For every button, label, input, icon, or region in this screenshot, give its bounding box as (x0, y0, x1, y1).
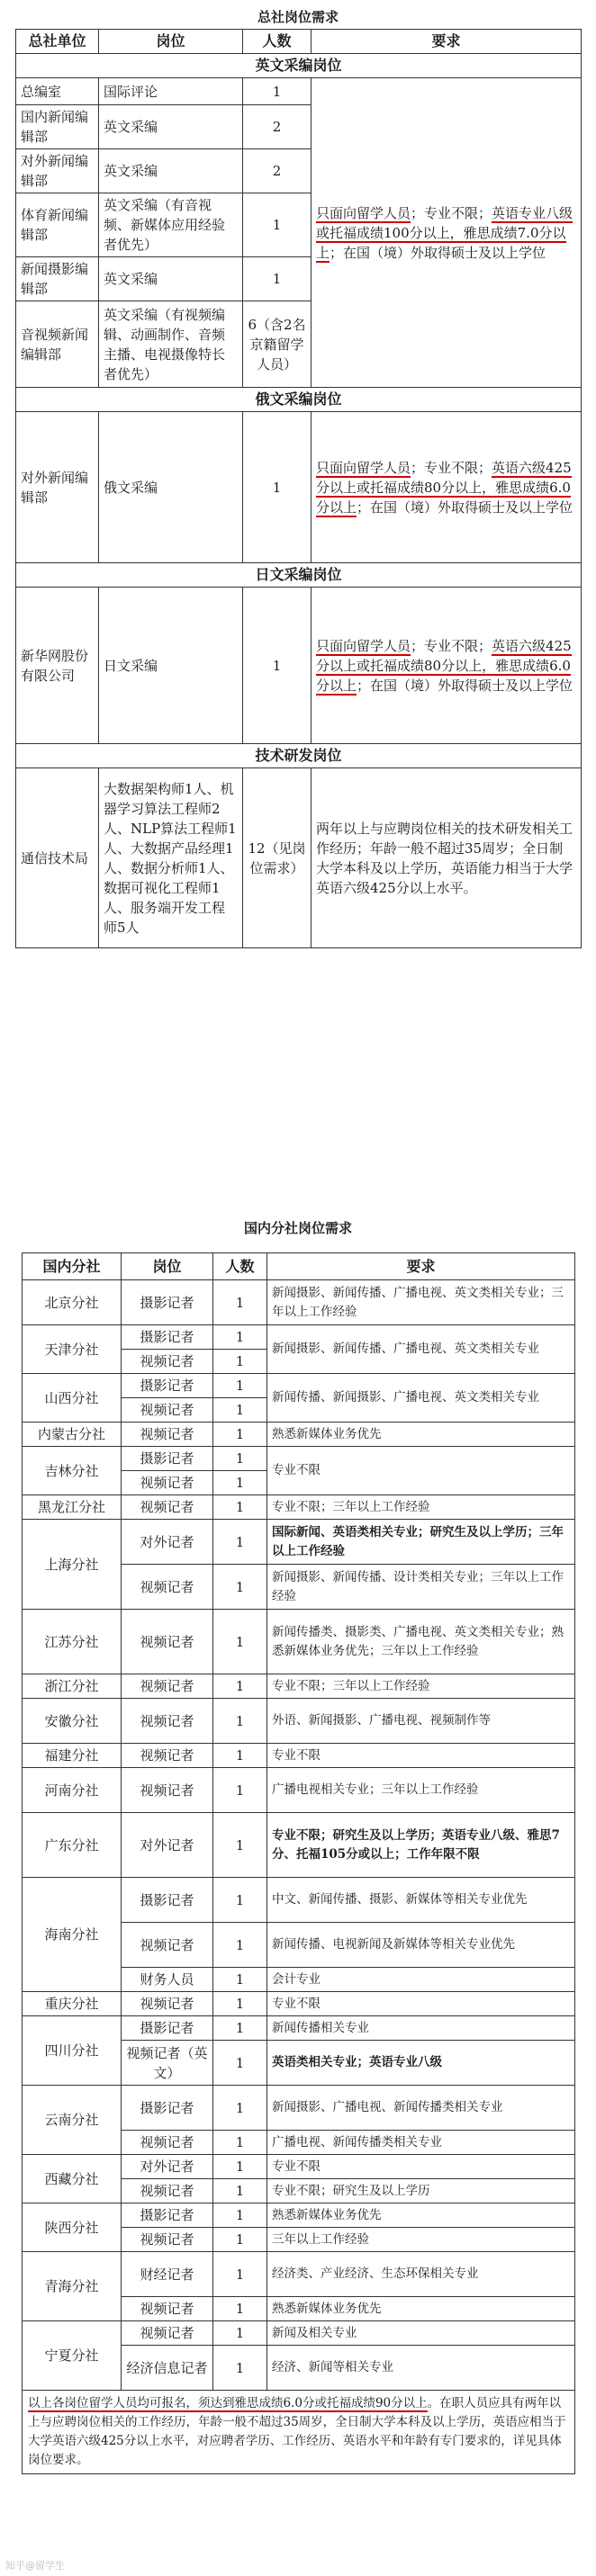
table-row (23, 1744, 575, 1768)
branch-cell: 重庆分社 (23, 1992, 122, 2016)
requirement-cell: 新闻传播、新闻摄影、广播电视、英文类相关专业 (267, 1374, 575, 1423)
unit-cell: 新闻摄影编辑部 (16, 257, 99, 301)
unit-cell: 音视频新闻编辑部 (16, 301, 99, 388)
footer-score-requirement: 以上各岗位留学人员均可报名，须达到雅思成绩6.0分或托福成绩90分以上 (28, 2396, 428, 2410)
count-cell: 1 (213, 2297, 267, 2321)
position-cell: 摄影记者 (122, 1325, 213, 1350)
requirement-cell: 国际新闻、英语类相关专业；研究生及以上学历；三年以上工作经验 (267, 1520, 575, 1565)
position-cell: 视频记者 (122, 1699, 213, 1744)
branch-cell: 广东分社 (23, 1813, 122, 1878)
hq-header-position: 岗位 (99, 30, 243, 54)
table-row (23, 1878, 575, 1923)
branch-cell: 上海分社 (23, 1520, 122, 1610)
branch-cell: 山西分社 (23, 1374, 122, 1423)
position-cell: 摄影记者 (122, 1280, 213, 1325)
count-cell: 1 (243, 193, 312, 257)
position-cell: 摄影记者 (122, 1374, 213, 1398)
count-cell: 1 (213, 1447, 267, 1471)
unit-cell: 新华网股份有限公司 (16, 588, 99, 744)
unit-cell: 通信技术局 (16, 768, 99, 948)
requirement-cell: 英语类相关专业；英语专业八级 (267, 2041, 575, 2086)
band-row (16, 744, 582, 768)
req-overseas-only: 只面向留学人员 (316, 459, 411, 476)
table-row (23, 1992, 575, 2016)
requirement-cell: 新闻摄影、新闻传播、广播电视、英文类相关专业 (267, 1325, 575, 1374)
position-cell: 对外记者 (122, 1813, 213, 1878)
requirement-cell: 专业不限 (267, 1447, 575, 1495)
position-cell: 日文采编 (99, 588, 243, 744)
position-cell: 摄影记者 (122, 2016, 213, 2041)
table-row (23, 1447, 575, 1471)
requirement-cell: 新闻传播相关专业 (267, 2016, 575, 2041)
position-cell: 英文采编 (99, 257, 243, 301)
table-row (23, 1374, 575, 1398)
unit-cell: 对外新闻编辑部 (16, 149, 99, 193)
position-cell: 视频记者 (122, 1423, 213, 1447)
table-row (23, 1813, 575, 1878)
requirement-cell: 新闻及相关专业 (267, 2321, 575, 2346)
requirement-cell: 专业不限 (267, 1992, 575, 2016)
position-cell: 对外记者 (122, 2155, 213, 2179)
position-cell: 视频记者 (122, 2228, 213, 2252)
count-cell: 1 (213, 1374, 267, 1398)
branch-cell: 四川分社 (23, 2016, 122, 2086)
count-cell: 12（见岗位需求） (243, 768, 312, 948)
branch-table (22, 1252, 575, 2474)
requirement-cell: 新闻摄影、新闻传播、设计类相关专业；三年以上工作经验 (267, 1565, 575, 1610)
position-cell: 财经记者 (122, 2252, 213, 2297)
count-cell: 1 (213, 1968, 267, 1992)
position-cell: 视频记者 (122, 1565, 213, 1610)
table-row (23, 2016, 575, 2041)
position-cell: 视频记者 (122, 1923, 213, 1968)
table-row (23, 1610, 575, 1674)
position-cell: 俄文采编 (99, 412, 243, 563)
table-row (16, 78, 582, 105)
req-degree: ；在国（境）外取得硕士及以上学位 (357, 498, 573, 516)
count-cell: 1 (243, 588, 312, 744)
branch-cell: 安徽分社 (23, 1699, 122, 1744)
table-row (23, 2252, 575, 2297)
branch-cell: 浙江分社 (23, 1674, 122, 1699)
req-language-score: 英语六级425分以上或托福成绩80分以上，雅思成绩6.0分以上 (316, 459, 572, 516)
count-cell: 1 (213, 2016, 267, 2041)
branch-section-title: 国内分社岗位需求 (243, 1220, 352, 1236)
position-cell: 英文采编（有视频编辑、动画制作、音频主播、电视摄像特长者优先） (99, 301, 243, 388)
position-cell: 视频记者 (122, 1768, 213, 1813)
japanese-requirement-cell (312, 588, 582, 744)
count-cell: 1 (213, 1674, 267, 1699)
requirement-cell: 专业不限；研究生及以上学历；英语专业八级、雅思7分、托福105分或以上；工作年限不限 (267, 1813, 575, 1878)
watermark: 知乎@留学生 (5, 2560, 65, 2572)
hq-header-unit: 总社单位 (16, 30, 99, 54)
requirement-cell: 三年以上工作经验 (267, 2228, 575, 2252)
position-cell: 英文采编（有音视频、新媒体应用经验者优先） (99, 193, 243, 257)
count-cell: 2 (243, 105, 312, 149)
branch-cell: 江苏分社 (23, 1610, 122, 1674)
table-row (23, 1280, 575, 1325)
band-tech: 技术研发岗位 (16, 744, 582, 768)
branch-cell: 福建分社 (23, 1744, 122, 1768)
band-row (16, 563, 582, 588)
count-cell: 1 (213, 1610, 267, 1674)
count-cell: 1 (213, 1325, 267, 1350)
position-cell: 视频记者 (122, 1744, 213, 1768)
position-cell: 国际评论 (99, 78, 243, 105)
branch-cell: 北京分社 (23, 1280, 122, 1325)
footer-general-requirement: 。在职人员应具有两年以上与应聘岗位相关的工作经历，年龄一般不超过35周岁，全日制大学本科及以上学历，英语应相当于大学英语六级425分以上水平，对应聘者学历、工作经历、英语水平和年龄有专门要求的，详见具体岗位要求。 (28, 2396, 566, 2467)
count-cell: 1 (213, 1768, 267, 1813)
count-cell: 1 (213, 1565, 267, 1610)
count-cell: 1 (213, 1992, 267, 2016)
branch-footer-row (23, 2391, 575, 2474)
hq-section-title: 总社岗位需求 (257, 9, 339, 25)
req-degree: ；在国（境）外取得硕士及以上学位 (357, 677, 573, 694)
table-row (23, 1674, 575, 1699)
branch-cell: 云南分社 (23, 2086, 122, 2155)
band-russian: 俄文采编岗位 (16, 388, 582, 412)
requirement-cell: 专业不限 (267, 2155, 575, 2179)
table-row (23, 2321, 575, 2346)
position-cell: 视频记者 (122, 2131, 213, 2155)
hq-header-row (16, 30, 582, 54)
req-overseas-only: 只面向留学人员 (316, 637, 411, 654)
count-cell: 1 (213, 1813, 267, 1878)
branch-cell: 吉林分社 (23, 1447, 122, 1495)
requirement-cell: 专业不限；研究生及以上学历 (267, 2179, 575, 2204)
count-cell: 1 (213, 1495, 267, 1520)
count-cell: 1 (243, 257, 312, 301)
unit-cell: 对外新闻编辑部 (16, 412, 99, 563)
requirement-cell: 经济、新闻等相关专业 (267, 2346, 575, 2391)
hq-table (15, 29, 582, 948)
branch-header-count: 人数 (213, 1253, 267, 1280)
position-cell: 财务人员 (122, 1968, 213, 1992)
branch-cell: 黑龙江分社 (23, 1495, 122, 1520)
position-cell: 摄影记者 (122, 1878, 213, 1923)
position-cell: 大数据架构师1人、机器学习算法工程师2人、NLP算法工程师1人、大数据产品经理1人、数据分析师1人、数据可视化工程师1人、服务端开发工程师5人 (99, 768, 243, 948)
table-row (23, 2086, 575, 2131)
table-row (16, 412, 582, 563)
hq-header-count: 人数 (243, 30, 312, 54)
position-cell: 视频记者 (122, 1610, 213, 1674)
table-row (23, 1768, 575, 1813)
branch-cell: 宁夏分社 (23, 2321, 122, 2391)
requirement-cell: 广播电视、新闻传播类相关专业 (267, 2131, 575, 2155)
table-row (23, 2204, 575, 2228)
position-cell: 视频记者 (122, 1398, 213, 1423)
hq-header-requirement: 要求 (312, 30, 582, 54)
position-cell: 英文采编 (99, 105, 243, 149)
count-cell: 1 (213, 2179, 267, 2204)
count-cell: 1 (213, 2252, 267, 2297)
count-cell: 1 (213, 2204, 267, 2228)
requirement-cell: 熟悉新媒体业务优先 (267, 1423, 575, 1447)
branch-cell: 河南分社 (23, 1768, 122, 1813)
band-row (16, 388, 582, 412)
branch-footer-note (23, 2391, 575, 2474)
requirement-cell: 新闻摄影、新闻传播、广播电视、英文类相关专业；三年以上工作经验 (267, 1280, 575, 1325)
req-major: ；专业不限； (411, 459, 492, 476)
count-cell: 1 (213, 1398, 267, 1423)
requirement-cell: 中文、新闻传播、摄影、新媒体等相关专业优先 (267, 1878, 575, 1923)
count-cell: 1 (213, 2041, 267, 2086)
requirement-cell: 外语、新闻摄影、广播电视、视频制作等 (267, 1699, 575, 1744)
russian-requirement-cell (312, 412, 582, 563)
position-cell: 经济信息记者 (122, 2346, 213, 2391)
table-row (23, 1423, 575, 1447)
position-cell: 视频记者 (122, 1471, 213, 1495)
position-cell: 英文采编 (99, 149, 243, 193)
count-cell: 1 (213, 2346, 267, 2391)
count-cell: 2 (243, 149, 312, 193)
req-major: ；专业不限； (411, 204, 492, 221)
position-cell: 视频记者 (122, 2321, 213, 2346)
requirement-cell: 经济类、产业经济、生态环保相关专业 (267, 2252, 575, 2297)
requirement-cell: 新闻摄影、广播电视、新闻传播类相关专业 (267, 2086, 575, 2131)
requirement-cell: 会计专业 (267, 1968, 575, 1992)
requirement-cell: 熟悉新媒体业务优先 (267, 2204, 575, 2228)
table-row (23, 1325, 575, 1350)
position-cell: 摄影记者 (122, 2204, 213, 2228)
count-cell: 1 (213, 1471, 267, 1495)
position-cell: 视频记者 (122, 1350, 213, 1374)
requirement-cell: 广播电视相关专业；三年以上工作经验 (267, 1768, 575, 1813)
count-cell: 1 (243, 412, 312, 563)
table-row (23, 1699, 575, 1744)
band-english: 英文采编岗位 (16, 54, 582, 78)
position-cell: 视频记者（英文） (122, 2041, 213, 2086)
branch-header-row (23, 1253, 575, 1280)
count-cell: 1 (213, 1923, 267, 1968)
position-cell: 视频记者 (122, 2297, 213, 2321)
count-cell: 1 (213, 1423, 267, 1447)
requirement-cell: 新闻传播、电视新闻及新媒体等相关专业优先 (267, 1923, 575, 1968)
count-cell: 1 (213, 2131, 267, 2155)
count-cell: 1 (213, 2228, 267, 2252)
position-cell: 对外记者 (122, 1520, 213, 1565)
unit-cell: 体育新闻编辑部 (16, 193, 99, 257)
branch-header-requirement: 要求 (267, 1253, 575, 1280)
requirement-cell: 新闻传播类、摄影类、广播电视、英文类相关专业；熟悉新媒体业务优先；三年以上工作经验 (267, 1610, 575, 1674)
branch-cell: 青海分社 (23, 2252, 122, 2321)
requirement-cell: 专业不限 (267, 1744, 575, 1768)
table-row (16, 768, 582, 948)
position-cell: 摄影记者 (122, 2086, 213, 2131)
requirement-cell: 专业不限；三年以上工作经验 (267, 1674, 575, 1699)
branch-cell: 内蒙古分社 (23, 1423, 122, 1447)
unit-cell: 总编室 (16, 78, 99, 105)
branch-cell: 天津分社 (23, 1325, 122, 1374)
requirement-cell: 两年以上与应聘岗位相关的技术研发相关工作经历；年龄一般不超过35周岁；全日制大学本科及以上学历，英语能力相当于大学英语六级425分以上水平。 (312, 768, 582, 948)
req-language-score: 英语六级425分以上或托福成绩80分以上，雅思成绩6.0分以上 (316, 637, 572, 694)
req-overseas-only: 只面向留学人员 (316, 204, 411, 221)
branch-header-position: 岗位 (122, 1253, 213, 1280)
position-cell: 视频记者 (122, 1992, 213, 2016)
position-cell: 摄影记者 (122, 1447, 213, 1471)
position-cell: 视频记者 (122, 1674, 213, 1699)
unit-cell: 国内新闻编辑部 (16, 105, 99, 149)
table-row (16, 588, 582, 744)
count-cell: 1 (213, 2155, 267, 2179)
count-cell: 1 (213, 1744, 267, 1768)
req-major: ；专业不限； (411, 637, 492, 654)
position-cell: 视频记者 (122, 2179, 213, 2204)
count-cell: 1 (213, 1520, 267, 1565)
table-row (23, 2155, 575, 2179)
count-cell: 1 (213, 1350, 267, 1374)
band-row (16, 54, 582, 78)
english-requirement-cell (312, 78, 582, 388)
count-cell: 1 (243, 78, 312, 105)
count-cell: 1 (213, 1878, 267, 1923)
band-japanese: 日文采编岗位 (16, 563, 582, 588)
branch-cell: 陕西分社 (23, 2204, 122, 2252)
req-degree: ；在国（境）外取得硕士及以上学位 (330, 244, 546, 261)
position-cell: 视频记者 (122, 1495, 213, 1520)
requirement-cell: 专业不限；三年以上工作经验 (267, 1495, 575, 1520)
branch-cell: 海南分社 (23, 1878, 122, 1992)
count-cell: 6（含2名京籍留学人员） (243, 301, 312, 388)
table-row (23, 1495, 575, 1520)
count-cell: 1 (213, 2086, 267, 2131)
count-cell: 1 (213, 1699, 267, 1744)
branch-cell: 西藏分社 (23, 2155, 122, 2204)
table-row (23, 1520, 575, 1565)
requirement-cell: 熟悉新媒体业务优先 (267, 2297, 575, 2321)
count-cell: 1 (213, 1280, 267, 1325)
count-cell: 1 (213, 2321, 267, 2346)
req-language-score: 英语专业八级或托福成绩100分以上，雅思成绩7.0分以上 (316, 204, 573, 261)
branch-header-branch: 国内分社 (23, 1253, 122, 1280)
